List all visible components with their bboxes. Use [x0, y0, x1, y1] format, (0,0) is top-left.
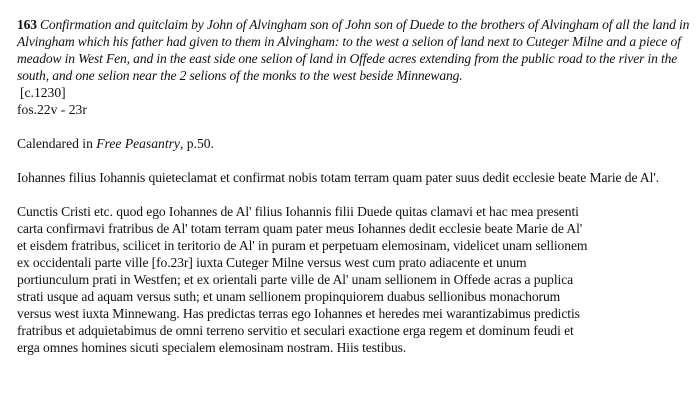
charter-text — [17, 203, 691, 356]
charter-line: strati usque ad aquam versus suth; et unam sellionem propinquiorem duabus sellionibus monachorum — [17, 289, 561, 304]
entry-folios: fos.22v - 23r — [17, 102, 87, 117]
calendared-prefix: Calendared in — [17, 136, 97, 151]
entry-date: [c.1230] — [20, 85, 66, 100]
entry-number: 163 — [17, 17, 37, 32]
charter-line: ex occidentali parte ville [fo.23r] iuxta Cuteger Milne versus west cum prato adiacente et unum — [17, 255, 527, 270]
charter-line: portiunculum prati in Westfen; et ex orientali parte ville de Al' unam sellionem in Offede acras a puplica — [17, 272, 574, 287]
entry-heading — [17, 16, 691, 84]
charter-line: fratribus et adquietabimus de omni terreno servitio et seculari exactione erga regem et dominum feudi et — [17, 323, 574, 338]
charter-line: Cunctis Cristi etc. quod ego Iohannes de Al' filius Iohannis filii Duede quitas clamavi et hac mea presenti — [17, 204, 579, 219]
calendared-suffix: , p.50. — [179, 136, 214, 151]
charter-line: versus west iuxta Minnewang. Has predictas terras ego Iohannes et heredes mei warantizabimus predictis — [17, 306, 580, 321]
rubric-paragraph: Iohannes filius Iohannis quieteclamat et confirmat nobis totam terram quam pater suus dedit ecclesie beate Marie de Al'. — [17, 170, 659, 185]
calendared-title: Free Peasantry — [96, 136, 180, 151]
calendared-note — [17, 135, 691, 152]
entry-summary: Confirmation and quitclaim by John of Alvingham son of John son of Duede to the brothers of Alvingham of all the land in Alvingham which his father had given to them in Alvingham: to the west a selion of land next to Cuteger Milne and a piece of meadow in West Fen, and in the east side one selion of land in Offede acres extending from the public road to the river in the south, and one selion near the 2 selions of the monks to the west beside Minnewang. — [17, 17, 690, 83]
charter-line: carta confirmavi fratribus de Al' totam terram quam pater meus Iohannes dedit ecclesie beate Marie de Al' — [17, 221, 583, 236]
charter-line: erga omnes homines sicuti specialem elemosinam nostram. Hiis testibus. — [17, 340, 407, 355]
charter-line: et eisdem fratribus, scilicet in teritorio de Al' in puram et perpetuam elemosinam, videlicet unam sellionem — [17, 238, 588, 253]
